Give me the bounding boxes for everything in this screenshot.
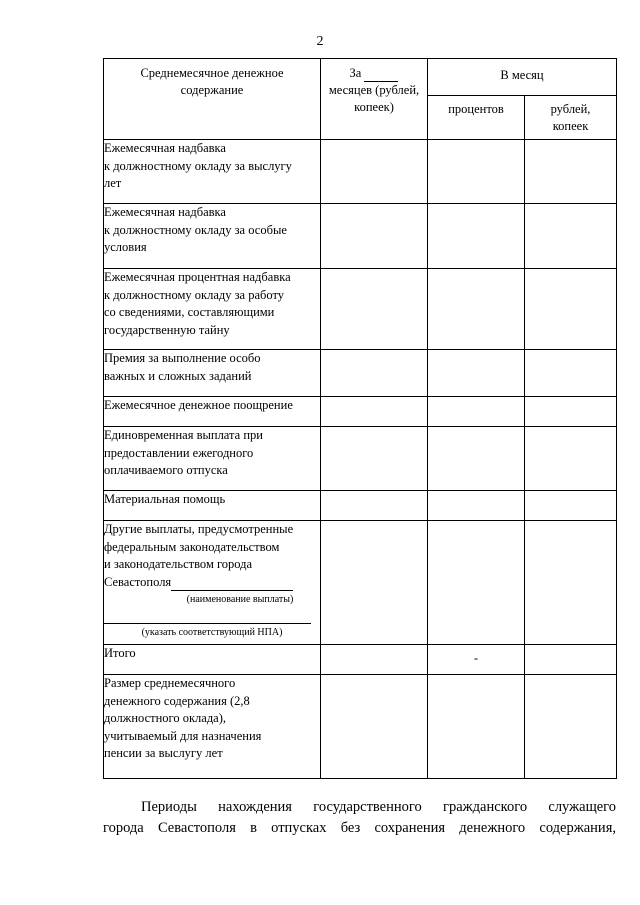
empty-cell: [428, 675, 525, 779]
row-label-text: оплачиваемого отпуска: [104, 463, 228, 477]
row-label-text: и законодательством города: [104, 557, 253, 571]
empty-cell: [525, 491, 617, 521]
header-average-salary: [104, 59, 321, 140]
empty-cell: [525, 204, 617, 269]
paragraph-line: [103, 818, 616, 839]
header-average-salary-label: Среднемесячное денежное содержание: [140, 66, 284, 97]
empty-cell: [321, 204, 428, 269]
empty-cell: [321, 397, 428, 427]
body-paragraph: [103, 797, 616, 839]
empty-cell: [525, 350, 617, 397]
header-row: [104, 59, 617, 96]
row-label-text: Другие выплаты, предусмотренные: [104, 522, 294, 536]
empty-cell: [321, 427, 428, 491]
row-label-text: со сведениями, составляющими: [104, 305, 275, 319]
paragraph-line-text: города Севастополя в отпусках без сохранения денежного содержания,: [103, 820, 616, 836]
row-label: [104, 269, 321, 350]
row-label-text: к должностному окладу за особые: [104, 222, 287, 237]
row-label: [104, 521, 321, 645]
paragraph-line: [103, 797, 616, 818]
header-per-month: [428, 59, 617, 96]
header-percent: [428, 96, 525, 140]
table-row: [104, 491, 617, 521]
header-rubles: [525, 96, 617, 140]
row-label: [104, 350, 321, 397]
row-label-text: Ежемесячное денежное поощрение: [104, 398, 293, 412]
row-label: [104, 675, 321, 779]
empty-cell: [321, 645, 428, 675]
table-row-other-payments: [104, 521, 617, 645]
table-row: [104, 350, 617, 397]
empty-cell: [525, 269, 617, 350]
row-label-text: условия: [104, 240, 147, 254]
empty-cell: [428, 140, 525, 204]
row-label: [104, 491, 321, 521]
row-label-text: Размер среднемесячного: [104, 676, 236, 690]
row-label: [104, 645, 321, 675]
empty-cell: [525, 645, 617, 675]
empty-cell: [428, 350, 525, 397]
row-label: [104, 397, 321, 427]
empty-cell: [428, 491, 525, 521]
row-label-text: Ежемесячная надбавка: [104, 141, 226, 155]
row-label: [104, 427, 321, 491]
empty-cell: [321, 350, 428, 397]
header-months-label: месяцев (рублей, копеек): [328, 83, 420, 114]
header-months-prefix: За: [349, 66, 362, 80]
table-row: [104, 140, 617, 204]
row-label-text: должностного оклада),: [104, 711, 227, 725]
table-row: [104, 397, 617, 427]
row-label-text: пенсии за выслугу лет: [104, 746, 223, 760]
months-blank-line: [364, 81, 398, 82]
empty-cell: [321, 491, 428, 521]
row-label-text: федеральным законодательством: [104, 539, 280, 554]
total-label: Итого: [104, 646, 136, 660]
paragraph-line-text: Периоды нахождения государственного гражданского служащего: [141, 799, 616, 815]
table-row-pension: [104, 675, 617, 779]
empty-cell: [525, 397, 617, 427]
empty-cell: [428, 397, 525, 427]
npa-note: (указать соответствующий НПА): [141, 627, 283, 638]
row-label-text: к должностному окладу за работу: [104, 287, 285, 302]
table-row: [104, 427, 617, 491]
salary-table: [103, 58, 617, 779]
empty-cell: [321, 521, 428, 645]
row-label-text: Ежемесячная процентная надбавка: [104, 270, 291, 284]
empty-cell: [321, 675, 428, 779]
row-label-text: предоставлении ежегодного: [104, 445, 254, 460]
row-label-text: Ежемесячная надбавка: [104, 205, 226, 219]
page-number: 2: [316, 34, 324, 49]
row-label-text: Материальная помощь: [104, 492, 226, 506]
empty-cell: [428, 521, 525, 645]
header-per-month-label: В месяц: [500, 68, 544, 82]
empty-cell: [428, 269, 525, 350]
empty-cell: [525, 427, 617, 491]
total-percent-cell: [428, 645, 525, 675]
header-percent-label: процентов: [448, 102, 504, 116]
table-row: [104, 269, 617, 350]
empty-cell: [321, 140, 428, 204]
row-label: [104, 204, 321, 269]
empty-cell: [428, 204, 525, 269]
row-label-text: Севастополя: [104, 574, 172, 589]
row-label-text: учитываемый для назначения: [104, 728, 262, 743]
table-row-total: [104, 645, 617, 675]
empty-cell: [525, 521, 617, 645]
row-label: [104, 140, 321, 204]
row-label-text: важных и сложных заданий: [104, 368, 252, 383]
header-rubles-label: рублей, копеек: [550, 102, 591, 133]
row-label-text: лет: [104, 176, 122, 190]
empty-cell: [525, 675, 617, 779]
empty-cell: [321, 269, 428, 350]
total-percent-value: -: [473, 651, 479, 665]
empty-cell: [525, 140, 617, 204]
row-label-text: Премия за выполнение особо: [104, 351, 261, 365]
row-label-text: государственную тайну: [104, 322, 230, 337]
row-label-text: к должностному окладу за выслугу: [104, 158, 292, 173]
row-label-text: Единовременная выплата при: [104, 428, 263, 442]
payment-name-note: (наименование выплаты): [186, 594, 294, 605]
header-months-total: [321, 59, 428, 140]
npa-blank-line: [104, 608, 311, 624]
table-row: [104, 204, 617, 269]
empty-cell: [428, 427, 525, 491]
row-label-text: денежного содержания (2,8: [104, 693, 250, 708]
